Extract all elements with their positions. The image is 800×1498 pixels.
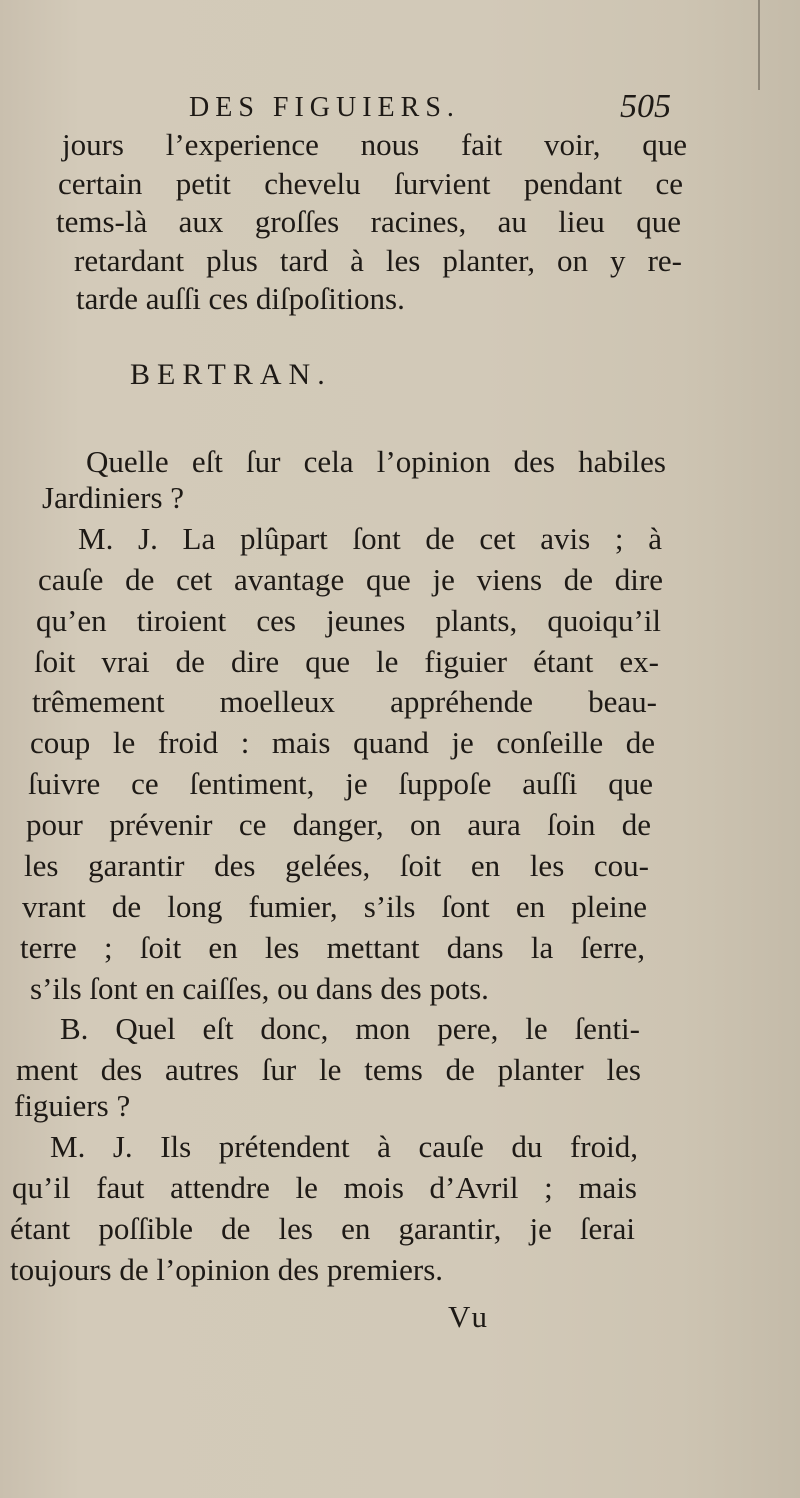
- text-line: toujours de l’opinion des premiers.: [10, 1252, 444, 1287]
- text-line: certain petit chevelu ſurvient pendant ce: [58, 166, 683, 201]
- text-line: qu’il faut attendre le mois d’Avril ; mais: [12, 1170, 637, 1205]
- page-edge: [758, 0, 760, 90]
- text-line: terre ; ſoit en les mettant dans la ſerre,: [20, 930, 645, 965]
- text-line: trêmement moelleux appréhende beau-: [32, 684, 657, 719]
- text-line: vrant de long fumier, s’ils ſont en pleine: [22, 889, 647, 924]
- speaker-heading: BERTRAN.: [130, 358, 332, 391]
- running-title: DES FIGUIERS.: [189, 92, 460, 123]
- text-line: s’ils ſont en caiſſes, ou dans des pots.: [30, 971, 489, 1006]
- catchword: Vu: [448, 1299, 491, 1334]
- text-line: B. Quel eſt donc, mon pere, le ſenti-: [60, 1011, 640, 1046]
- text-line: ſuivre ce ſentiment, je ſuppoſe auſſi que: [28, 766, 653, 801]
- text-line: les garantir des gelées, ſoit en les cou-: [24, 848, 649, 883]
- text-line: étant poſſible de les en garantir, je ſerai: [10, 1211, 635, 1246]
- text-line: coup le froid : mais quand je conſeille de: [30, 725, 655, 760]
- text-line: pour prévenir ce danger, on aura ſoin de: [26, 807, 651, 842]
- text-line: Quelle eſt ſur cela l’opinion des habiles: [86, 444, 666, 479]
- text-line: tarde auſſi ces diſpoſitions.: [76, 281, 405, 316]
- text-line: tems-là aux groſſes racines, au lieu que: [56, 204, 681, 239]
- text-line: jours l’experience nous fait voir, que: [62, 127, 687, 162]
- text-line: ment des autres ſur le tems de planter les: [16, 1052, 641, 1087]
- text-line: qu’en tiroient ces jeunes plants, quoiqu’il: [36, 603, 661, 638]
- text-line: retardant plus tard à les planter, on y re-: [74, 243, 682, 278]
- text-line: ſoit vrai de dire que le figuier étant ex-: [34, 644, 659, 679]
- text-line: cauſe de cet avantage que je viens de dire: [38, 562, 663, 597]
- text-line: figuiers ?: [14, 1088, 131, 1123]
- text-line: Jardiniers ?: [42, 480, 185, 515]
- text-line: M. J. La plûpart ſont de cet avis ; à: [78, 521, 662, 556]
- text-line: M. J. Ils prétendent à cauſe du froid,: [50, 1129, 638, 1164]
- page-number: 505: [620, 88, 671, 125]
